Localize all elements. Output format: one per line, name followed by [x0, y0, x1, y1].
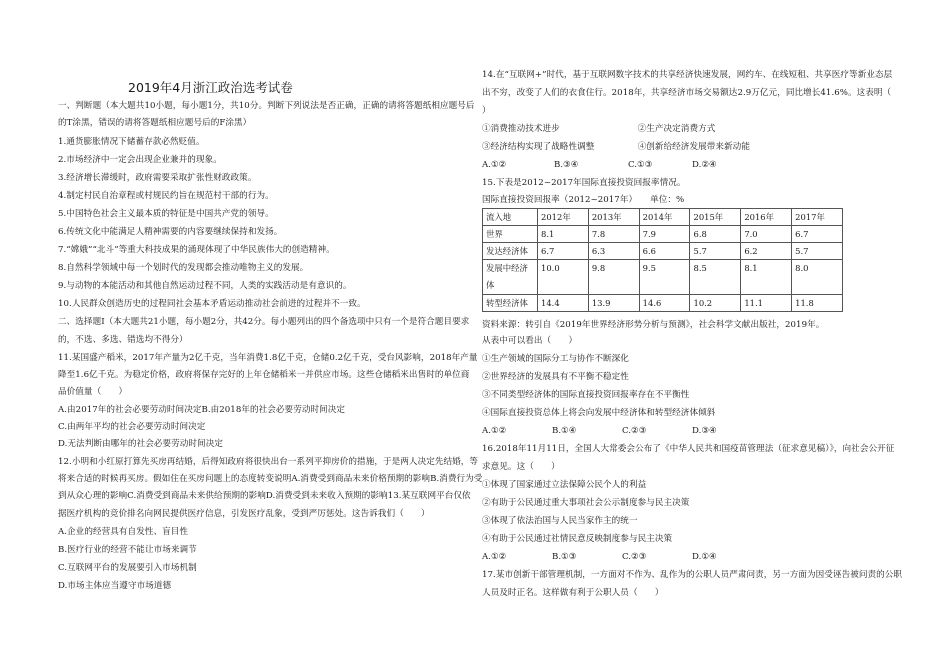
text-line: 的T涂黑，错误的请将答题纸相应题号后的F涂黑）	[58, 118, 252, 128]
text-line: ①生产领域的国际分工与协作不断深化	[482, 354, 629, 364]
text-line: 的，不选、多选、错选均不得分）	[58, 335, 188, 345]
text-line: 人员及时正名。这样做有利于公职人员（ ）	[482, 588, 664, 598]
table-cell: 6.2	[741, 243, 792, 260]
text-line: 二、选择题Ⅰ（本大题共21小题，每小题2分，共42分。每小题列出的四个备选项中只有一个是符合题目要求	[58, 317, 470, 327]
text-line: ①体现了国家通过立法保障公民个人的利益	[482, 480, 647, 490]
text-line: 3.经济增长滞缓时，政府需要采取扩张性财政政策。	[58, 173, 257, 183]
text-line: 出不穷，改变了人们的衣食住行。2018年，共享经济市场交易额达2.9万亿元，同比增长41.6%。这表明（	[482, 88, 909, 98]
q16-option-d: D.①④	[692, 552, 717, 562]
table-cell: 11.8	[792, 295, 843, 312]
table-cell: 13.9	[588, 295, 639, 312]
q15-option-a: A.①②	[482, 426, 507, 436]
text-line: 9.与动物的本能活动和其他自然运动过程不同，人类的实践活动是有意识的。	[58, 281, 352, 291]
table-header-row	[483, 209, 843, 226]
table-cell: 10.2	[690, 295, 741, 312]
investment-return-table	[482, 208, 843, 312]
q15-option-d: D.③④	[692, 426, 717, 436]
table-row	[483, 226, 843, 243]
table-cell: 5.7	[792, 243, 843, 260]
text-line: 15.下表是2012~2017年国际直接投资回报率情况。	[482, 178, 686, 188]
text-line: 品价值量（ ）	[58, 387, 128, 397]
table-cell: 6.6	[639, 243, 690, 260]
table-cell: 8.1	[741, 260, 792, 295]
table-header-cell: 2013年	[588, 209, 639, 226]
table-cell: 7.9	[639, 226, 690, 243]
table-cell: 5.7	[690, 243, 741, 260]
text-line: ）	[482, 106, 491, 116]
text-line: 16.2018年11月11日，全国人大常委会公布了《中华人民共和国疫苗管理法（征求意见稿）》，向社会公开征	[482, 444, 895, 454]
table-header-cell: 2014年	[639, 209, 690, 226]
q14-option-a: A.①②	[482, 160, 507, 170]
text-line: 7.“嫦娥”“北斗”等重大科技成果的涌现体现了中华民族伟大的创造精神。	[58, 245, 335, 255]
table-cell: 发达经济体	[483, 243, 538, 260]
table-cell: 转型经济体	[483, 295, 538, 312]
text-line: 2.市场经济中一定会出现企业兼并的现象。	[58, 155, 222, 165]
table-header-cell: 2017年	[792, 209, 843, 226]
table-cell: 6.3	[588, 243, 639, 260]
text-line: 到从众心理的影响C.消费受到商品未来供给预期的影响D.消费受到未来收入预期的影响13.某互联网平台仅依	[58, 491, 471, 501]
q14-option-d: D.②④	[692, 160, 717, 170]
text-line: ③体现了依法治国与人民当家作主的统一	[482, 516, 638, 526]
text-line: 4.制定村民自治章程或村规民约旨在规范村干部的行为。	[58, 191, 274, 201]
text-line: ③经济结构实现了战略性调整 ④创新给经济发展带来新动能	[482, 142, 750, 152]
table-row	[483, 243, 843, 260]
text-line: ①消费推动技术进步 ②生产决定消费方式	[482, 124, 716, 134]
text-line: 12.小明和小红原打算先买房再结婚，后得知政府将很快出台一系列平抑房价的措施，于是两人决定先结婚，等	[58, 457, 479, 467]
table-cell: 6.7	[538, 243, 589, 260]
text-line: 6.传统文化中能满足人精神需要的内容要继续保持和发扬。	[58, 227, 283, 237]
text-line: ③不同类型经济体的国际直接投资回报率存在不平衡性	[482, 390, 690, 400]
q14-option-c: C.①③	[628, 160, 653, 170]
table-cell: 9.8	[588, 260, 639, 295]
table-cell: 世界	[483, 226, 538, 243]
text-line: 求意见。这（ ）	[482, 462, 560, 472]
table-cell: 8.5	[690, 260, 741, 295]
text-line: 11.某国盛产稻米，2017年产量为2亿千克，当年消费1.8亿千克，仓储0.2亿千克，受台风影响，2018年产量	[58, 353, 478, 363]
table-cell: 发展中经济体	[483, 260, 538, 295]
q16-option-a: A.①②	[482, 552, 507, 562]
table-cell: 6.7	[792, 226, 843, 243]
text-line: 从表中可以看出（ ）	[482, 336, 578, 346]
q16-option-b: B.①③	[552, 552, 577, 562]
table-header-cell: 流入地	[483, 209, 538, 226]
text-line: 资料来源：转引自《2019年世界经济形势分析与预测》，社会科学文献出版社，2019年。	[482, 320, 825, 330]
table-cell: 8.1	[538, 226, 589, 243]
text-line: 5.中国特色社会主义最本质的特征是中国共产党的领导。	[58, 209, 274, 219]
text-line: 14.在“互联网+”时代，基于互联网数字技术的共享经济快速发展，网约车、在线短租、共享医疗等新业态层	[482, 70, 893, 80]
text-line: ②世界经济的发展具有不平衡不稳定性	[482, 372, 629, 382]
table-header-cell: 2012年	[538, 209, 589, 226]
text-line: C.互联网平台的发展要引入市场机制	[58, 563, 197, 573]
table-cell: 8.0	[792, 260, 843, 295]
table-cell: 11.1	[741, 295, 792, 312]
text-line: 降至1.6亿千克。为稳定价格，政府将保存完好的上年仓储稻米一并供应市场。这些仓储稻米出售时的单位商	[58, 370, 470, 380]
text-line: D.市场主体应当遵守市场道德	[58, 581, 172, 591]
table-row	[483, 260, 843, 295]
text-line: C.由两年平均的社会必要劳动时间决定	[58, 422, 206, 432]
table-cell: 14.6	[639, 295, 690, 312]
text-line: D.无法判断由哪年的社会必要劳动时间决定	[58, 439, 224, 449]
text-line: 1.通货膨胀情况下储蓄存款必然贬值。	[58, 137, 205, 147]
text-line: B.医疗行业的经营不能让市场来调节	[58, 545, 197, 555]
table-cell: 10.0	[538, 260, 589, 295]
q15-option-b: B.①④	[552, 426, 577, 436]
q16-option-c: C.②③	[622, 552, 647, 562]
q14-option-b: B.③④	[554, 160, 579, 170]
table-cell: 14.4	[538, 295, 589, 312]
text-line: A.企业的经营具有自发性、盲目性	[58, 527, 189, 537]
table-cell: 6.8	[690, 226, 741, 243]
table-header-cell: 2015年	[690, 209, 741, 226]
text-line: 据医疗机构的竞价排名向网民提供医疗信息，引发医疗乱象，受到严厉惩处。这告诉我们（ ）	[58, 509, 430, 519]
table-row	[483, 295, 843, 312]
text-line: 17.某市创新干部管理机制，一方面对不作为、乱作为的公职人员严肃问责，另一方面为因受诬告被问责的公职	[482, 570, 903, 580]
text-line: 8.自然科学领域中每一个划时代的发现都会推动唯物主义的发展。	[58, 263, 309, 273]
text-line: 国际直接投资回报率（2012~2017年） 单位：%	[482, 195, 685, 205]
table-cell: 9.5	[639, 260, 690, 295]
page-title: 2019年4月浙江政治选考试卷	[128, 80, 293, 95]
text-line: ②有助于公民通过重大事项社会公示制度参与民主决策	[482, 498, 690, 508]
text-line: ④国际直接投资总体上将会向发展中经济体和转型经济体倾斜	[482, 408, 716, 418]
table-header-cell: 2016年	[741, 209, 792, 226]
text-line: ④有助于公民通过社情民意反映制度参与民主决策	[482, 534, 673, 544]
text-line: 将来合适的时候再买房。假如住在买房问题上的态度转变说明A.消费受到商品未来价格预期的影响B.消费行为受	[58, 474, 483, 484]
table-cell: 7.0	[741, 226, 792, 243]
text-line: 一、判断题（本大题共10小题，每小题1分，共10分。判断下列说法是否正确，正确的请将答题纸相应题号后	[58, 101, 475, 111]
table-cell: 7.8	[588, 226, 639, 243]
q15-option-c: C.②③	[622, 426, 647, 436]
text-line: A.由2017年的社会必要劳动时间决定B.由2018年的社会必要劳动时间决定	[58, 405, 346, 415]
text-line: 10.人民群众创造历史的过程同社会基本矛盾运动推动社会前进的过程并不一致。	[58, 299, 366, 309]
